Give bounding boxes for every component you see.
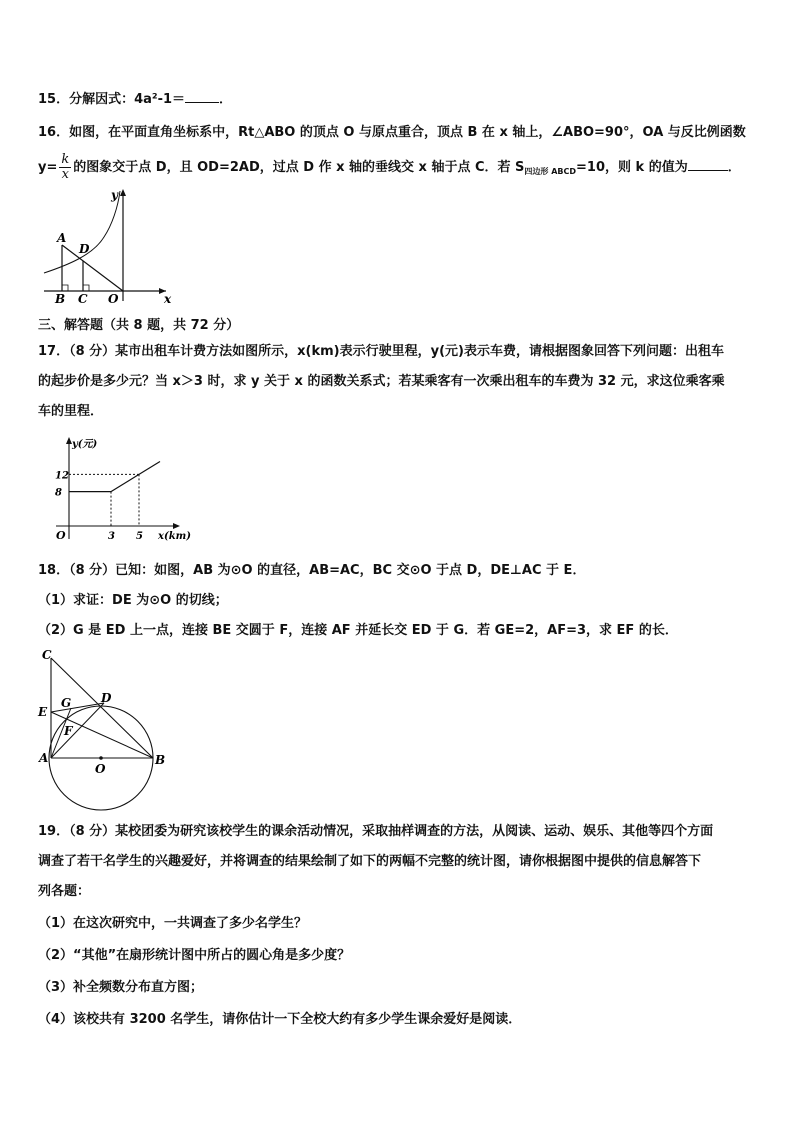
q17-series-segment-2 [139,462,160,475]
q17-chart [50,435,200,547]
q17-x-tick-5: 5 [136,531,143,542]
q17-line-2: 的起步价是多少元？当 x＞3 时，求 y 关于 x 的函数关系式；若某乘客有一次乘出租车的车费为 32 元，求这位乘客乘 [38,374,725,389]
q16-label-b: B [55,292,66,306]
q16-line-2 [38,153,741,182]
q16-subscript: 四边形 ABCD [524,167,577,176]
q17-y-axis-label: y(元) [72,439,98,450]
q17-x-tick-3: 3 [108,531,115,542]
q17-line-1: 17．（8 分）某市出租车计费方法如图所示，x(km)表示行驶里程，y(元)表示车费，请根据图象回答下列问题：出租车 [38,344,724,359]
q19-sub-2: （2）“其他”在扇形统计图中所占的圆心角是多少度？ [38,948,351,963]
q17-series-segment-1 [111,474,139,491]
q18-line-1: 18．（8 分）已知：如图，AB 为⊙O 的直径，AB=AC，BC 交⊙O 于点 D，DE⊥AC 于 E． [38,563,586,578]
q16-label-d: D [79,242,90,256]
q17-line-3: 车的里程． [38,404,104,419]
q18-label-e: E [38,705,48,719]
q16-label-o: O [108,292,119,306]
q19-line-2: 调查了若干名学生的兴趣爱好，并将调查的结果绘制了如下的两幅不完整的统计图，请你根据图中提供的信息解答下 [38,854,702,869]
q18-label-o: O [95,762,106,776]
q19-line-3: 列各题： [38,884,91,899]
q16-label-c: C [78,292,88,306]
q16-frac-den: x [61,167,69,182]
q15-prefix: 15．分解因式： [38,92,135,107]
q19-line-1: 19．（8 分）某校团委为研究该校学生的课余活动情况，采取抽样调查的方法，从阅读、运动、娱乐、其他等四个方面 [38,824,714,839]
q19-sub-1: （1）在这次研究中，一共调查了多少名学生？ [38,916,308,931]
q15-answer-blank [185,88,219,103]
q18-line-2: （1）求证：DE 为⊙O 的切线； [38,593,228,608]
q16-frac-num: k [61,152,70,167]
q17-x-axis-label: x(km) [158,531,191,542]
q16-fraction [59,153,71,182]
q18-label-c: C [42,648,52,662]
q18-label-f: F [64,724,73,738]
q17-origin-label: O [56,529,66,542]
q16-label-a: A [57,231,67,245]
q16-answer-blank [688,156,728,171]
q16-figure [38,185,178,307]
q18-label-g: G [61,696,72,710]
q16-line-1: 16．如图，在平面直角坐标系中，Rt△ABO 的顶点 O 与原点重合，顶点 B 在 x 轴上，∠ABO=90°，OA 与反比例函数 [38,125,746,140]
q16-label-y: y [111,188,118,202]
q19-sub-4: （4）该校共有 3200 名学生，请你估计一下全校大约有多少学生课余爱好是阅读． [38,1012,522,1027]
q18-figure [34,645,174,815]
q18-label-d: D [101,691,112,705]
q18-line-3: （2）G 是 ED 上一点，连接 BE 交圆于 F，连接 AF 并延长交 ED 于 G．若 GE=2，AF=3，求 EF 的长． [38,623,678,638]
q19-sub-3: （3）补全频数分布直方图； [38,980,204,995]
q17-y-tick-8: 8 [55,487,62,499]
q18-label-b: B [155,753,166,767]
q15-expression: 4a²-1＝ [134,92,186,107]
q16-line-2-mid: 的图象交于点 D，且 OD=2AD，过点 D 作 x 轴的垂线交 x 轴于点 C．若 S [73,160,525,175]
q16-label-x: x [164,292,172,306]
q16-suffix: ． [727,160,741,175]
q15-suffix: ． [219,92,233,107]
q16-y-equals: y= [38,160,58,175]
q17-y-tick-12: 12 [55,470,69,482]
q16-line-2-end: =10，则 k 的值为 [576,160,688,175]
section-3-title: 三、解答题（共 8 题，共 72 分） [38,318,240,333]
q18-label-a: A [39,751,49,765]
question-15 [38,88,232,110]
